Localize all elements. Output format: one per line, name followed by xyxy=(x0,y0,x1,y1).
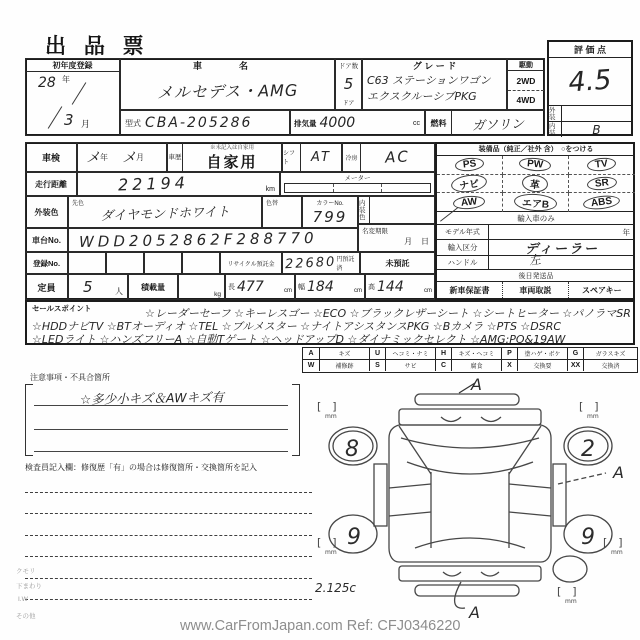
later-item-sparekey: スペアキー xyxy=(581,285,622,295)
mm-bracket: [ ] xyxy=(603,536,623,549)
legend-label: ガラスキズ xyxy=(583,348,637,359)
legend-label: キズ xyxy=(319,348,369,359)
grade-label: グ レ ー ド xyxy=(412,61,457,71)
legend-code: G xyxy=(567,348,583,359)
sales-line-3: ☆LEDライト ☆ハンズフリーA ☆自動Tゲート ☆ヘッドアップD ☆ダイナミックセレクト ☆AMG:PO&19AW xyxy=(32,333,566,346)
fuel-label: 燃料 xyxy=(426,111,452,135)
legend-label: ヘコミ・ナミ xyxy=(385,348,435,359)
equipment-item-sr: SR xyxy=(586,175,617,191)
equipment-item-navi: ナビ xyxy=(450,172,488,194)
aircon-value: AC xyxy=(384,147,411,167)
legend-label: 交換済 xyxy=(583,360,637,371)
equipment-item-airbag: エアB xyxy=(513,192,557,212)
displacement-unit: cc xyxy=(413,119,420,127)
score-exterior-label: 外装 xyxy=(549,106,562,121)
shaken-month-unit: 月 xyxy=(136,152,144,162)
mm-unit: mm xyxy=(325,413,337,420)
legend-label: サビ xyxy=(385,360,435,371)
equipment-header: 装備品（純正／社外 含） ○をつける xyxy=(437,142,635,156)
mileage-value: 22194 xyxy=(117,172,190,195)
equipment-item-abs: ABS xyxy=(583,194,621,211)
car-name-label: 車 名 xyxy=(192,61,262,71)
damage-mark-rear: A xyxy=(469,603,480,622)
legend-label: 交換要 xyxy=(517,360,567,371)
registration-no-cell xyxy=(68,252,106,274)
capacity-cell xyxy=(68,274,128,300)
registration-no-cell xyxy=(144,252,182,274)
fuel-cell xyxy=(425,110,545,136)
hand-slash xyxy=(48,106,63,129)
mileage-cell xyxy=(77,172,280,196)
doors-value: 5 xyxy=(343,75,354,93)
base-color-label: 先色 xyxy=(72,201,85,207)
right-rocker xyxy=(553,464,566,526)
score-header: 評 価 点 xyxy=(549,42,631,58)
later-items-header: 後日発送品 xyxy=(437,270,635,282)
score-interior-value: B xyxy=(592,122,601,137)
doors-unit: ドア xyxy=(342,100,355,107)
handle-label: ハンドル xyxy=(437,256,489,269)
score-interior-label: 内装 xyxy=(549,122,562,137)
tread-depth-rear-left: 9 xyxy=(347,525,361,550)
sales-points-box xyxy=(25,300,635,345)
drive-label: 駆動 xyxy=(508,59,544,71)
drive-4wd: 4WD xyxy=(516,95,536,105)
inspector-note: 検査員記入欄：修復歴「有」の場合は修復箇所・交換箇所を記入 xyxy=(25,463,257,472)
name-change-cell xyxy=(358,224,435,252)
mm-bracket: [ ] xyxy=(317,536,337,549)
mm-unit: mm xyxy=(611,549,623,556)
notes-bracket-left xyxy=(25,384,33,456)
meter-cell xyxy=(280,172,435,196)
chassis-label: 車台No. xyxy=(25,228,68,252)
shaken-year-mark: メ xyxy=(86,150,100,166)
shift-cell xyxy=(282,142,342,172)
color-no-value: 799 xyxy=(312,208,348,226)
legend-label: 腐食 xyxy=(451,360,501,371)
model-year-label: モデル年式 xyxy=(437,225,489,239)
legend-code: XX xyxy=(567,360,583,371)
equipment-item-ps: PS xyxy=(454,157,485,173)
equipment-block xyxy=(435,142,635,300)
registration-no-cell xyxy=(182,252,220,274)
writing-line xyxy=(25,599,312,600)
equipment-grid xyxy=(437,156,635,212)
first-registration-cell xyxy=(25,58,120,136)
name-change-month-unit: 月 xyxy=(404,237,413,246)
equipment-item-tv: TV xyxy=(587,157,617,173)
month-unit: 月 xyxy=(81,119,91,129)
legend-code: X xyxy=(501,360,517,371)
watermark: www.CarFromJapan.com Ref: CFJ0346220 xyxy=(180,618,461,634)
grade-cell xyxy=(362,58,507,110)
legend-code: C xyxy=(435,360,451,371)
damage-legend xyxy=(302,347,638,373)
mm-bracket: [ ] xyxy=(317,400,337,413)
model-year-unit: 年 xyxy=(622,227,630,237)
spare-tire xyxy=(553,556,587,582)
front-bumper-outer xyxy=(415,394,519,405)
tread-depth-front-right: 2 xyxy=(581,437,595,462)
rear-bumper-inner xyxy=(399,566,541,581)
drive-2wd: 2WD xyxy=(508,71,544,91)
load-label: 積載量 xyxy=(128,274,178,300)
exterior-color-cell xyxy=(68,196,262,228)
interior-color-label: 内装色 xyxy=(359,197,370,223)
mileage-label: 走行距離 xyxy=(25,172,77,196)
mm-bracket: [ ] xyxy=(579,400,599,413)
history-cell xyxy=(167,142,282,172)
later-item-warranty: 新車保証書 xyxy=(437,282,503,298)
height-value: 144 xyxy=(377,279,404,295)
legend-label: 塗ハゲ・ボケ xyxy=(517,348,567,359)
front-bumper-inner xyxy=(399,409,541,425)
mm-bracket-spare: [ ] xyxy=(557,585,577,598)
color-no-cell xyxy=(302,196,358,228)
displacement-value: 4000 xyxy=(319,115,356,131)
name-change-label: 名変期限 xyxy=(362,228,388,235)
registration-no-label: 登録No. xyxy=(25,252,68,274)
handle-value: 左 xyxy=(527,252,542,268)
aircon-cell xyxy=(342,142,435,172)
notes-line xyxy=(34,451,288,452)
displacement-cell xyxy=(290,110,425,136)
history-value: 自家用 xyxy=(206,153,258,171)
model-code-label: 型式 xyxy=(125,118,141,128)
length-cell xyxy=(225,274,295,300)
displacement-label: 排気量 xyxy=(294,118,317,128)
legend-code: U xyxy=(369,348,385,359)
registration-no-cell xyxy=(106,252,144,274)
side-label: クモリ xyxy=(16,568,36,575)
chassis-cell xyxy=(68,228,358,252)
width-cell xyxy=(295,274,365,300)
history-label: 車歴 xyxy=(168,143,183,171)
tread-depth-rear-right: 9 xyxy=(581,525,595,550)
legend-label: 補修跡 xyxy=(319,360,369,371)
first-registration-label: 初年度登録 xyxy=(26,59,119,72)
car-body-outline xyxy=(389,425,551,562)
sales-line-2: ☆HDDナビTV ☆BTオーディオ ☆TEL ☆ブルメスター ☆ナイトアシスタンスPKG ☆Bカメラ ☆PTS ☆DSRC xyxy=(32,320,562,333)
writing-line xyxy=(25,556,312,557)
drive-cell xyxy=(507,58,545,110)
fuel-value: ガソリン xyxy=(471,116,525,134)
load-cell xyxy=(178,274,225,300)
recycle-not-deposited-label: 未預託 xyxy=(360,252,435,274)
doors-label: ドア数 xyxy=(338,62,359,70)
width-unit: cm xyxy=(354,288,362,294)
writing-line xyxy=(25,513,312,514)
meter-label: メーター xyxy=(344,175,371,182)
car-damage-diagram xyxy=(303,376,640,624)
legend-code: P xyxy=(501,348,517,359)
year-unit: 年 xyxy=(62,75,70,84)
import-type-value: ディーラー xyxy=(525,242,599,257)
color-change-cell xyxy=(262,196,302,228)
grade-line1: C63 ステーションワゴン xyxy=(367,74,491,87)
mm-unit: mm xyxy=(587,413,599,420)
first-registration-month: 3 xyxy=(64,111,74,129)
height-cell xyxy=(365,274,435,300)
left-rocker xyxy=(374,464,387,526)
equipment-item-leather: 革 xyxy=(522,174,550,194)
score-box xyxy=(547,40,633,136)
mm-unit: mm xyxy=(325,549,337,556)
interior-color-cell xyxy=(358,196,435,224)
meter-box xyxy=(284,183,431,193)
notes-text: ☆多少小キズ＆AWキズ有 xyxy=(79,389,225,407)
height-unit: cm xyxy=(424,288,432,294)
load-unit: kg xyxy=(214,291,221,298)
writing-line xyxy=(25,492,312,493)
recycle-deposited-label: 円預託済 xyxy=(336,257,355,272)
shaken-month-mark: メ xyxy=(122,150,136,166)
chassis-value: WDD2052862F288770 xyxy=(78,228,318,251)
name-change-day-unit: 日 xyxy=(421,237,429,246)
aircon-label: 冷房 xyxy=(343,143,361,171)
mileage-unit: km xyxy=(265,185,275,193)
width-label: 幅 xyxy=(298,284,305,291)
meter-divider xyxy=(333,184,334,192)
exterior-color-label: 外装色 xyxy=(25,196,68,228)
meter-divider xyxy=(381,184,382,192)
import-type-label: 輸入区分 xyxy=(437,240,489,255)
writing-line xyxy=(25,578,312,579)
doors-cell xyxy=(335,58,362,110)
base-color-value: ダイヤモンドホワイト xyxy=(100,204,230,224)
first-registration-year: 28 xyxy=(38,75,56,91)
legend-code: H xyxy=(435,348,451,359)
length-unit: cm xyxy=(284,288,292,294)
equipment-item-pw: PW xyxy=(519,157,552,173)
writing-line xyxy=(25,535,312,536)
height-label: 高 xyxy=(368,284,375,291)
recycle-value: 22680 xyxy=(284,254,337,272)
shift-label: シフト xyxy=(283,143,301,171)
length-value: 477 xyxy=(237,279,264,295)
car-name-cell xyxy=(120,58,335,110)
shaken-label: 車検 xyxy=(25,142,77,172)
capacity-value: 5 xyxy=(83,278,93,296)
history-note: ※未記入は自家用 xyxy=(209,144,254,151)
import-only-header: 輸入車のみ xyxy=(437,212,635,225)
capacity-unit: 人 xyxy=(115,286,123,296)
side-label: I.W xyxy=(18,596,28,603)
legend-code: S xyxy=(369,360,385,371)
later-item-manual: 車両取説 xyxy=(503,282,569,298)
score-overall: 4.5 xyxy=(567,64,613,99)
shaken-year-unit: 年 xyxy=(100,152,108,162)
recycle-cell xyxy=(282,252,360,274)
color-change-label: 色替 xyxy=(266,201,279,207)
shaken-value xyxy=(77,142,167,172)
car-name-value: メルセデス・AMG xyxy=(156,80,299,102)
sales-points-label: セールスポイント xyxy=(32,304,92,313)
capacity-label: 定員 xyxy=(25,274,68,300)
damage-mark-side: A xyxy=(613,463,624,482)
damage-mark-front: A xyxy=(471,376,482,394)
notes-label: 注意事項・不具合箇所 xyxy=(30,373,110,382)
color-no-label: カラーNo. xyxy=(316,200,344,207)
legend-code: W xyxy=(307,362,315,369)
notes-line xyxy=(34,429,288,430)
equipment-item-aw: AW xyxy=(453,195,486,211)
diagram-note: 2.125c xyxy=(315,581,356,595)
recycle-label: リサイクル預託金 xyxy=(220,252,282,274)
page-title: 出 品 票 xyxy=(45,35,150,58)
mm-unit: mm xyxy=(565,598,577,605)
side-label: その他 xyxy=(16,613,36,620)
legend-label: キズ・ヘコミ xyxy=(451,348,501,359)
length-label: 長 xyxy=(228,284,235,291)
model-code-cell xyxy=(120,110,290,136)
grade-line2: エクスクルーシブPKG xyxy=(367,90,477,103)
side-label: 下まわり xyxy=(16,583,42,590)
hand-slash xyxy=(72,82,87,105)
shift-value: AT xyxy=(311,149,331,165)
tread-depth-front-left: 8 xyxy=(345,437,359,462)
rear-bumper-outer xyxy=(415,585,519,596)
sales-line-1: ☆レーダーセーフ ☆キーレスゴー ☆ECO ☆ブラックレザーシート ☆シートヒーター ☆パノラマSR xyxy=(145,307,631,320)
model-code-value: CBA-205286 xyxy=(145,115,253,131)
width-value: 184 xyxy=(307,279,334,295)
legend-code: A xyxy=(308,350,314,357)
